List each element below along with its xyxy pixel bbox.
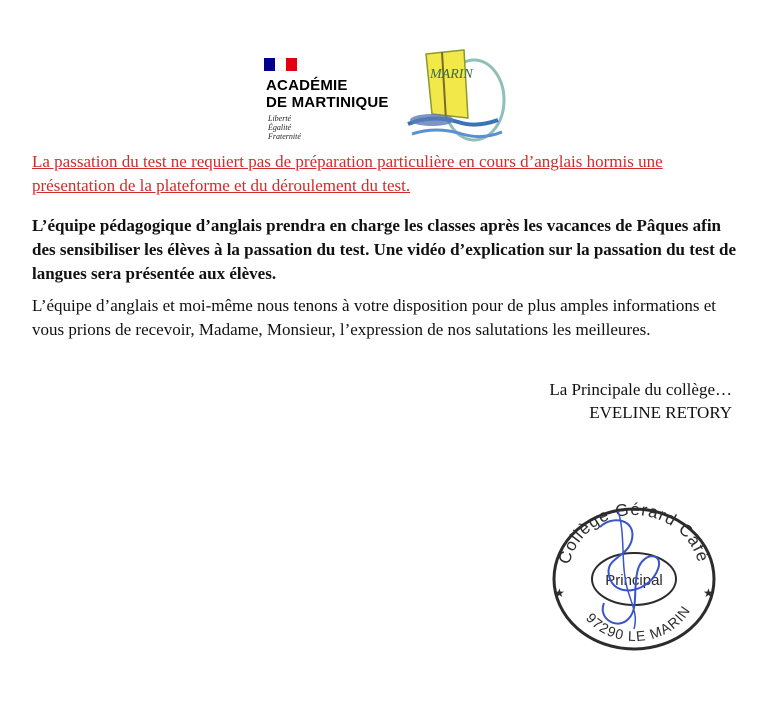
- team-paragraph: L’équipe pédagogique d’anglais prendra en charge les classes après les vacances de Pâques afin des sensibiliser les élèves à la passation du test. Une vidéo d’explication sur la passation du test de langues sera présentée aux élèves.: [32, 216, 736, 283]
- stamp-center-text: Principal: [605, 572, 663, 589]
- motto-liberte: Liberté: [268, 114, 292, 123]
- academie-logo: [262, 50, 402, 142]
- stamp-top-text: Collège Gérard Café: [554, 499, 713, 567]
- logo-college-text: MARIN: [430, 67, 473, 82]
- stamp-star-right-icon: ★: [703, 586, 714, 600]
- academie-line1: ACADÉMIE: [266, 77, 348, 94]
- boat-hull-icon: [410, 114, 454, 126]
- svg-text:Collège Gérard Café: [555, 500, 713, 566]
- college-logo: [402, 48, 514, 148]
- motto-egalite: Égalité: [268, 123, 292, 132]
- signature-name: EVELINE RETORY: [589, 403, 732, 422]
- stamp-bottom-text: 97290 LE MARIN: [583, 602, 694, 645]
- sail-icon: [426, 50, 468, 118]
- motto-fraternite: Fraternité: [268, 132, 301, 141]
- marianne-flag-icon: [264, 58, 297, 71]
- academie-line2: DE MARTINIQUE: [266, 94, 389, 111]
- stamp-star-left-icon: ★: [554, 586, 565, 600]
- closing-paragraph: L’équipe d’anglais et moi-même nous tenons à votre disposition pour de plus amples informations et vous prions de recevoir, Madame, Monsieur, l’expression de nos salutations les meilleures.: [32, 296, 716, 339]
- notice-paragraph: La passation du test ne requiert pas de préparation particulière en cours d’anglais hormis une présentation de la plateforme et du déroulement du test.: [32, 152, 663, 195]
- official-stamp: [540, 495, 726, 655]
- signature-title: La Principale du collège…: [549, 380, 732, 399]
